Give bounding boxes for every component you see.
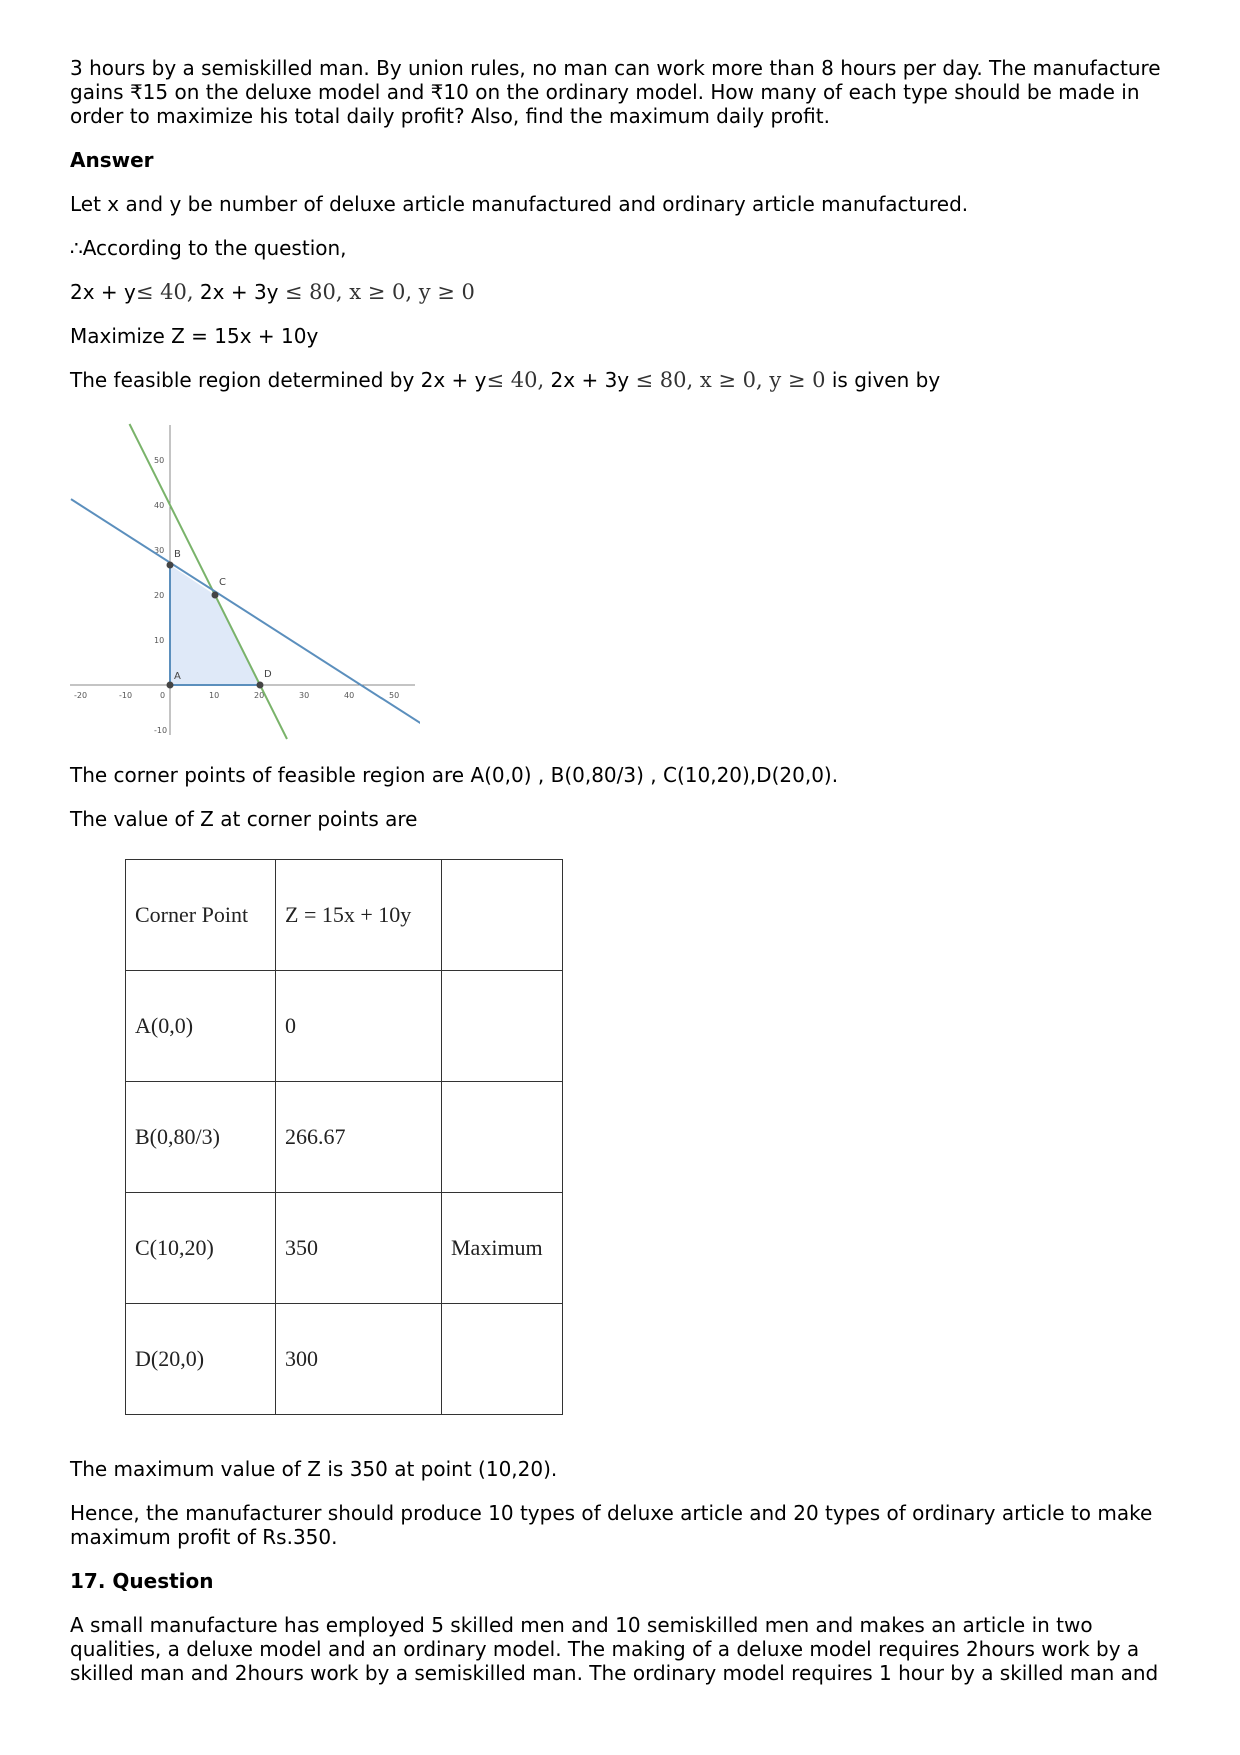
y-tick-label: 50 xyxy=(154,456,165,465)
corner-section xyxy=(70,763,1180,851)
x-tick-label: 30 xyxy=(299,691,310,700)
intro-paragraph: 3 hours by a semiskilled man. By union rules, no man can work more than 8 hours per day. The manufacture gains ₹15 on the deluxe model and ₹10 on the ordinary model. How many of each type should be made in order to maximize his total daily profit? Also, find the maximum daily profit. xyxy=(70,56,1161,128)
y-tick-label: 10 xyxy=(154,636,165,645)
feasible-suffix: is given by xyxy=(825,368,941,392)
feasible-rest: ≤ 80, x ≥ 0, y ≥ 0 xyxy=(635,368,826,392)
conclusion-section xyxy=(70,1457,1180,1705)
corner-label-a: A xyxy=(174,671,181,682)
header-blank xyxy=(442,860,563,971)
value-paragraph: The value of Z at corner points are xyxy=(70,807,418,831)
table-cell xyxy=(442,1082,563,1193)
header-corner-point: Corner Point xyxy=(126,860,276,971)
table-cell: D(20,0) xyxy=(126,1304,276,1415)
header-z: Z = 15x + 10y xyxy=(276,860,442,971)
graph-svg xyxy=(70,420,420,740)
table-row xyxy=(126,1082,563,1193)
x-tick-label: 40 xyxy=(344,691,355,700)
table-row xyxy=(126,1304,563,1415)
objective-line: Maximize Z = 15x + 10y xyxy=(70,324,319,348)
x-tick-label: -20 xyxy=(74,691,88,700)
feasible-region-graph xyxy=(70,420,420,744)
document-body xyxy=(70,56,1180,412)
x-tick-label: 0 xyxy=(160,691,166,700)
constraint-part1: 2x + y xyxy=(70,280,136,304)
table-row xyxy=(126,1193,563,1304)
table-cell: C(10,20) xyxy=(126,1193,276,1304)
corner-point-a xyxy=(167,682,174,689)
corner-point-b xyxy=(167,561,174,568)
corner-label-d: D xyxy=(264,669,272,680)
constraints-line xyxy=(70,280,1180,304)
question-paragraph: A small manufacture has employed 5 skilled men and 10 semiskilled men and makes an article in two qualities, a deluxe model and an ordinary model. The making of a deluxe model requires 2hours work by a skilled man and 2hours work by a semiskilled man. The ordinary model requires 1 hour by a skilled man and xyxy=(70,1613,1159,1685)
table-cell: 0 xyxy=(276,971,442,1082)
feasible-mid: 2x + 3y xyxy=(544,368,636,392)
z-value-table xyxy=(125,859,563,1415)
corner-points-paragraph: The corner points of feasible region are A(0,0) , B(0,80/3) , C(10,20),D(20,0). xyxy=(70,763,839,787)
table-cell: 350 xyxy=(276,1193,442,1304)
x-tick-label: -10 xyxy=(119,691,133,700)
x-tick-label: 10 xyxy=(209,691,220,700)
constraint-rest: ≤ 80, x ≥ 0, y ≥ 0 xyxy=(284,280,475,304)
constraint-part2: 2x + 3y xyxy=(193,280,279,304)
table-cell xyxy=(442,1304,563,1415)
let-paragraph: Let x and y be number of deluxe article manufactured and ordinary article manufactured. xyxy=(70,192,969,216)
feasible-line xyxy=(70,368,1180,392)
y-tick-label: 30 xyxy=(154,546,165,555)
table-cell: 300 xyxy=(276,1304,442,1415)
corner-point-c xyxy=(212,592,219,599)
table-cell: 266.67 xyxy=(276,1082,442,1193)
question-heading: 17. Question xyxy=(70,1569,214,1593)
axis-ticks xyxy=(74,456,399,735)
table-cell xyxy=(442,971,563,1082)
x-tick-label: 50 xyxy=(389,691,400,700)
y-tick-label: 40 xyxy=(154,501,165,510)
corner-label-b: B xyxy=(174,548,181,560)
y-tick-label: 20 xyxy=(154,591,165,600)
feasible-prefix: The feasible region determined by 2x + y xyxy=(70,368,487,392)
feasible-region xyxy=(170,565,260,685)
max-paragraph: The maximum value of Z is 350 at point (10,20). xyxy=(70,1457,558,1481)
hence-paragraph: Hence, the manufacturer should produce 10 types of deluxe article and 20 types of ordinary article to make maximum profit of Rs.350. xyxy=(70,1501,1153,1549)
table-cell: Maximum xyxy=(442,1193,563,1304)
constraint-le40: ≤ 40, xyxy=(135,280,194,304)
table-row xyxy=(126,971,563,1082)
corner-point-d xyxy=(257,682,264,689)
y-tick-label: -10 xyxy=(154,726,168,735)
table-cell: A(0,0) xyxy=(126,971,276,1082)
according-paragraph: ∴According to the question, xyxy=(70,236,347,260)
feasible-le40: ≤ 40, xyxy=(486,368,545,392)
table-cell: B(0,80/3) xyxy=(126,1082,276,1193)
table-header-row xyxy=(126,860,563,971)
answer-heading: Answer xyxy=(70,148,154,172)
corner-label-c: C xyxy=(219,577,226,588)
x-tick-label: 20 xyxy=(254,691,265,700)
